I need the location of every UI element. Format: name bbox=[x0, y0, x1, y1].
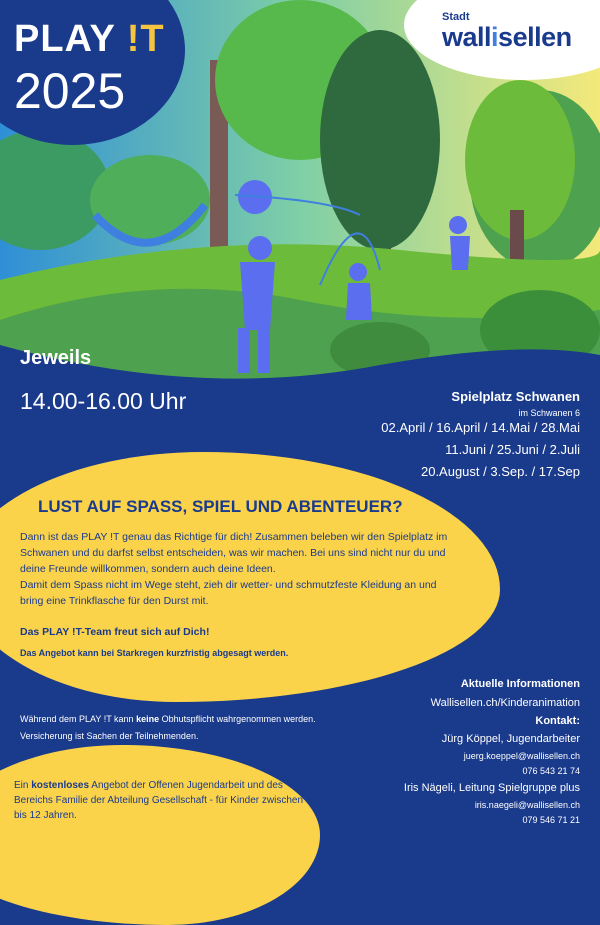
contact-title: Kontakt: bbox=[535, 715, 580, 727]
year-title: 2025 bbox=[14, 63, 126, 119]
logo-stadt: Stadt bbox=[442, 11, 470, 23]
schedule-time: 14.00-16.00 Uhr bbox=[20, 388, 187, 414]
logo-wallisellen: wallisellen bbox=[442, 22, 572, 52]
contact-email-2[interactable]: iris.naegeli@wallisellen.ch bbox=[474, 800, 580, 810]
website-link[interactable]: Wallisellen.ch/Kinderanimation bbox=[430, 697, 580, 709]
rain-notice: Das Angebot kann bei Starkregen kurzfristig abgesagt werden. bbox=[20, 648, 289, 658]
play-title: PLAY !T bbox=[14, 18, 165, 60]
schedule-label: Jeweils bbox=[20, 347, 92, 369]
contact-person-2: Iris Nägeli, Leitung Spielgruppe plus bbox=[403, 782, 580, 794]
venue-name: Spielplatz Schwanen bbox=[451, 389, 580, 404]
description bbox=[20, 529, 450, 609]
info-title: Aktuelle Informationen bbox=[460, 678, 580, 690]
team-message: Das PLAY !T-Team freut sich auf Dich! bbox=[20, 626, 210, 638]
contact-email-1[interactable]: juerg.koeppel@wallisellen.ch bbox=[463, 751, 580, 761]
headline: LUST AUF SPASS, SPIEL UND ABENTEUER? bbox=[38, 497, 403, 516]
description-paragraph-1: Dann ist das PLAY !T genau das Richtige für dich! Zusammen beleben wir den Spielplatz im Schwanen und du darfst selbst entscheiden, was wir machen. Bei uns sind nicht nur du und deine Freunde willkommen, sondern auch deine Ideen. bbox=[20, 531, 448, 575]
dates-line-2: 11.Juni / 25.Juni / 2.Juli bbox=[445, 442, 580, 457]
footer-text: Ein kostenloses Angebot der Offenen Jugendarbeit und des Bereichs Familie der Abteilung Gesellschaft - für Kinder zwischen 6 bis 12 Jahren. bbox=[14, 780, 312, 821]
contact-phone-1: 076 543 21 74 bbox=[522, 766, 580, 776]
description-paragraph-2: Damit dem Spass nicht im Wege steht, zieh dir wetter- und schmutzfeste Kleidung an und bring eine Trinkflasche für den Durst mit. bbox=[20, 579, 437, 607]
dates-line-3: 20.August / 3.Sep. / 17.Sep bbox=[420, 464, 580, 479]
contact-person-1: Jürg Köppel, Jugendarbeiter bbox=[441, 733, 580, 745]
dates-line-1: 02.April / 16.April / 14.Mai / 28.Mai bbox=[381, 420, 580, 435]
contact-phone-2: 079 546 71 21 bbox=[522, 815, 580, 825]
insurance-note: Versicherung ist Sachen der Teilnehmenden. bbox=[20, 731, 199, 741]
yellow-footer-blob bbox=[0, 745, 320, 925]
supervision-note: Während dem PLAY !T kann keine Obhutspflicht wahrgenommen werden. bbox=[20, 714, 316, 724]
venue-address: im Schwanen 6 bbox=[518, 408, 580, 418]
